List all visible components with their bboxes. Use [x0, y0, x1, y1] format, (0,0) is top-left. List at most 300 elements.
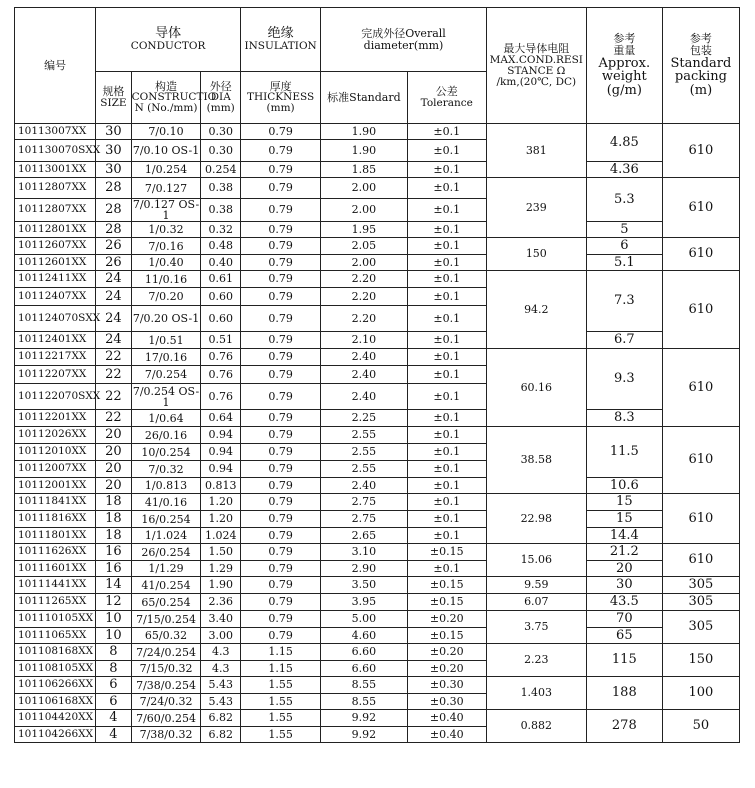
cell-construction: 1/0.32: [131, 222, 201, 238]
cell-thickness: 0.79: [241, 511, 321, 528]
cell-resistance: 6.07: [486, 594, 586, 611]
cell-tolerance: ±0.30: [407, 694, 486, 710]
cell-thickness: 0.79: [241, 288, 321, 306]
cell-code: 10112201XX: [15, 410, 96, 427]
cell-code: 10112407XX: [15, 288, 96, 306]
cell-size: 16: [96, 561, 131, 577]
cell-construction: 16/0.254: [131, 511, 201, 528]
cell-resistance: 60.16: [486, 349, 586, 427]
cell-code: 10112010XX: [15, 444, 96, 461]
cell-thickness: 0.79: [241, 561, 321, 577]
cell-code: 10111841XX: [15, 494, 96, 511]
table-row: [15, 710, 740, 727]
cell-size: 14: [96, 577, 131, 594]
cell-diameter: 3.00: [201, 628, 241, 644]
header-pack-en1: Standard: [670, 55, 732, 71]
cell-size: 16: [96, 544, 131, 561]
cell-size: 24: [96, 332, 131, 349]
cell-diameter: 0.51: [201, 332, 241, 349]
cell-code: 10112807XX: [15, 199, 96, 222]
cell-tolerance: ±0.15: [407, 628, 486, 644]
cell-diameter: 1.024: [201, 528, 241, 544]
cell-construction: 7/0.16: [131, 238, 201, 255]
cell-packing: 610: [662, 427, 739, 494]
cell-diameter: 0.94: [201, 461, 241, 478]
cell-size: 28: [96, 199, 131, 222]
cell-code: 101106266XX: [15, 677, 96, 694]
cell-diameter: 0.76: [201, 384, 241, 410]
cell-weight: 5.3: [586, 178, 662, 222]
header-tolerance: [407, 72, 486, 124]
cell-code: 10112807XX: [15, 178, 96, 199]
cell-thickness: 0.79: [241, 199, 321, 222]
header-maxres-line2: MAX.COND.RESISTANCE Ω: [489, 53, 583, 77]
cell-construction: 7/0.20 OS-1: [131, 306, 201, 332]
cell-thickness: 1.55: [241, 677, 321, 694]
cell-tolerance: ±0.15: [407, 594, 486, 611]
cell-construction: 7/15/0.254: [131, 611, 201, 628]
cell-size: 18: [96, 511, 131, 528]
cell-thickness: 0.79: [241, 306, 321, 332]
header-weight-cn2: 重量: [613, 44, 636, 58]
cell-standard: 4.60: [321, 628, 407, 644]
cell-standard: 3.10: [321, 544, 407, 561]
header-construction: [131, 72, 217, 124]
cell-packing: 100: [662, 677, 739, 710]
cell-construction: 7/0.32: [131, 461, 201, 478]
header-pack-en2: packing: [674, 69, 727, 85]
cell-size: 8: [96, 644, 131, 661]
header-maxres-line1: 最大导体电阻: [503, 42, 570, 56]
cell-construction: 7/0.20: [131, 288, 201, 306]
cell-code: 10111441XX: [15, 577, 96, 594]
header-overall-diameter: [321, 8, 487, 72]
cell-weight: 188: [586, 677, 662, 710]
cell-size: 30: [96, 140, 131, 162]
cell-tolerance: ±0.1: [407, 461, 486, 478]
cell-thickness: 0.79: [241, 611, 321, 628]
table-row: [15, 222, 740, 238]
cell-thickness: 1.15: [241, 644, 321, 661]
cell-construction: 1/0.254: [131, 162, 201, 178]
header-size-cn: 规格: [102, 85, 125, 99]
cell-standard: 2.00: [321, 178, 407, 199]
cell-size: 20: [96, 461, 131, 478]
cell-tolerance: ±0.1: [407, 222, 486, 238]
table-row: [15, 349, 740, 366]
cell-diameter: 0.60: [201, 306, 241, 332]
cell-thickness: 0.79: [241, 349, 321, 366]
header-conductor-cn: 导体: [155, 26, 182, 42]
cell-weight: 5.1: [586, 255, 662, 271]
cell-standard: 2.00: [321, 255, 407, 271]
cell-packing: 305: [662, 594, 739, 611]
cell-diameter: 0.254: [201, 162, 241, 178]
cell-standard: 8.55: [321, 677, 407, 694]
cell-diameter: 5.43: [201, 694, 241, 710]
cell-packing: 305: [662, 577, 739, 594]
cell-construction: 7/0.254 OS-1: [132, 384, 200, 409]
cell-tolerance: ±0.20: [407, 644, 486, 661]
cell-size: 4: [96, 710, 131, 727]
cell-weight: 43.5: [586, 594, 662, 611]
table-row: [15, 255, 740, 271]
header-insulation-en: INSULATION: [244, 39, 317, 52]
header-insulation-cn: 绝缘: [267, 26, 294, 42]
table-row: [15, 544, 740, 561]
cell-packing: 610: [662, 544, 739, 577]
cell-thickness: 0.79: [241, 255, 321, 271]
cell-packing: 610: [662, 494, 739, 544]
cell-weight: 5: [586, 222, 662, 238]
cell-construction: 26/0.16: [131, 427, 201, 444]
table-row: [15, 677, 740, 694]
cell-diameter: 6.82: [201, 727, 241, 743]
cell-tolerance: ±0.1: [407, 199, 486, 222]
cell-thickness: 1.55: [241, 710, 321, 727]
cell-size: 26: [96, 238, 131, 255]
header-size-en: SIZE: [100, 96, 127, 109]
cell-weight: 4.36: [586, 162, 662, 178]
cell-standard: 8.55: [321, 694, 407, 710]
cell-thickness: 0.79: [241, 577, 321, 594]
header-standard: 标准Standard: [321, 72, 407, 124]
cell-tolerance: ±0.20: [407, 611, 486, 628]
cell-diameter: 0.40: [201, 255, 241, 271]
cell-diameter: 1.29: [201, 561, 241, 577]
header-pack-cn2: 包装: [689, 44, 712, 58]
wire-spec-table: [14, 7, 740, 743]
cell-tolerance: ±0.1: [407, 494, 486, 511]
cell-thickness: 0.79: [241, 494, 321, 511]
cell-standard: 2.55: [321, 461, 407, 478]
cell-diameter: 5.43: [201, 677, 241, 694]
cell-thickness: 0.79: [241, 628, 321, 644]
table-row: [15, 162, 740, 178]
cell-resistance: 3.75: [486, 611, 586, 644]
cell-weight: 70: [586, 611, 662, 628]
cell-construction: 7/15/0.32: [131, 661, 201, 677]
header-cons-en2: N (No./mm): [134, 102, 198, 115]
header-pack-en3: (m): [689, 82, 713, 98]
header-pack-cn1: 参考: [689, 32, 712, 46]
cell-tolerance: ±0.1: [407, 384, 486, 410]
table-row: [15, 577, 740, 594]
cell-code: 10112411XX: [15, 271, 96, 288]
cell-standard: 2.55: [321, 427, 407, 444]
header-insulation: [241, 8, 321, 72]
cell-construction: 17/0.16: [131, 349, 201, 366]
cell-size: 28: [96, 222, 131, 238]
cell-thickness: 0.79: [241, 178, 321, 199]
cell-diameter: 0.38: [201, 199, 241, 222]
cell-standard: 2.40: [321, 384, 407, 410]
cell-code: 10112601XX: [15, 255, 96, 271]
cell-weight: 9.3: [586, 349, 662, 410]
cell-code: 10112001XX: [15, 478, 96, 494]
table-body: [15, 124, 740, 743]
cell-tolerance: ±0.1: [407, 255, 486, 271]
cell-size: 18: [96, 494, 131, 511]
cell-tolerance: ±0.1: [407, 332, 486, 349]
cell-code: 10111265XX: [15, 594, 96, 611]
cell-code: 10112401XX: [15, 332, 96, 349]
header-size: [96, 72, 131, 124]
cell-size: 24: [96, 288, 131, 306]
cell-packing: 150: [662, 644, 739, 677]
cell-size: 30: [96, 124, 131, 140]
cell-standard: 1.95: [321, 222, 407, 238]
header-overall-line2: diameter(mm): [363, 38, 444, 52]
cell-tolerance: ±0.1: [407, 306, 486, 332]
cell-thickness: 0.79: [241, 528, 321, 544]
cell-tolerance: ±0.1: [407, 444, 486, 461]
cell-construction: 7/0.254: [131, 366, 201, 384]
header-thick-en1: THICKNESS: [246, 91, 315, 104]
cell-diameter: 6.82: [201, 710, 241, 727]
cell-diameter: 0.813: [201, 478, 241, 494]
cell-diameter: 0.48: [201, 238, 241, 255]
cell-diameter: 0.30: [201, 140, 241, 162]
cell-construction: 1/1.29: [131, 561, 201, 577]
cell-tolerance: ±0.20: [407, 661, 486, 677]
table-row: [15, 528, 740, 544]
cell-construction: 7/0.127 OS-1: [132, 198, 200, 222]
cell-code: 10111065XX: [15, 628, 96, 644]
cell-size: 10: [96, 628, 131, 644]
cell-thickness: 0.79: [241, 410, 321, 427]
cell-size: 18: [96, 528, 131, 544]
cell-weight: 8.3: [586, 410, 662, 427]
cell-code: 10112007XX: [15, 461, 96, 478]
cell-tolerance: ±0.1: [407, 410, 486, 427]
cell-thickness: 0.79: [241, 544, 321, 561]
cell-standard: 2.75: [321, 494, 407, 511]
cell-construction: 10/0.254: [131, 444, 201, 461]
cell-resistance: 22.98: [486, 494, 586, 544]
table-row: [15, 427, 740, 444]
header-weight-en3: (g/m): [606, 82, 642, 98]
cell-resistance: 2.23: [486, 644, 586, 677]
cell-resistance: 1.403: [486, 677, 586, 710]
cell-standard: 1.85: [321, 162, 407, 178]
cell-construction: 11/0.16: [131, 271, 201, 288]
cell-code: 10111601XX: [15, 561, 96, 577]
cell-size: 20: [96, 444, 131, 461]
header-weight-en1: Approx.: [598, 55, 651, 71]
cell-tolerance: ±0.1: [407, 511, 486, 528]
cell-construction: 7/60/0.254: [131, 710, 201, 727]
cell-code: 10112207XX: [15, 366, 96, 384]
cell-weight: 115: [586, 644, 662, 677]
cell-code: 10111626XX: [15, 544, 96, 561]
cell-tolerance: ±0.40: [407, 727, 486, 743]
cell-standard: 6.60: [321, 661, 407, 677]
cell-size: 22: [96, 349, 131, 366]
cell-tolerance: ±0.1: [407, 478, 486, 494]
table-row: [15, 124, 740, 140]
cell-construction: 26/0.254: [131, 544, 201, 561]
cell-construction: 1/0.813: [131, 478, 201, 494]
cell-thickness: 1.55: [241, 694, 321, 710]
cell-tolerance: ±0.1: [407, 178, 486, 199]
cell-diameter: 3.40: [201, 611, 241, 628]
cell-code: 10112801XX: [15, 222, 96, 238]
header-packing: [662, 8, 739, 124]
cell-code: 10112026XX: [15, 427, 96, 444]
cell-construction: 7/0.127: [131, 178, 201, 199]
cell-standard: 6.60: [321, 644, 407, 661]
cell-resistance: 150: [486, 238, 586, 271]
cell-tolerance: ±0.15: [407, 544, 486, 561]
table-row: [15, 628, 740, 644]
table-row: [15, 594, 740, 611]
cell-code: 101130070SXX: [15, 140, 96, 162]
cell-tolerance: ±0.1: [407, 561, 486, 577]
cell-diameter: 0.94: [201, 444, 241, 461]
cell-diameter: 0.61: [201, 271, 241, 288]
cell-tolerance: ±0.15: [407, 577, 486, 594]
cell-thickness: 1.15: [241, 661, 321, 677]
cell-diameter: 0.64: [201, 410, 241, 427]
table-row: [15, 644, 740, 661]
header-tol-en: Tolerance: [420, 96, 473, 109]
cell-tolerance: ±0.1: [407, 288, 486, 306]
cell-tolerance: ±0.1: [407, 162, 486, 178]
cell-standard: 2.25: [321, 410, 407, 427]
header-weight-en2: weight: [601, 69, 647, 85]
cell-construction: 7/0.10: [131, 124, 201, 140]
cell-tolerance: ±0.1: [407, 271, 486, 288]
table-row: [15, 561, 740, 577]
cell-standard: 2.20: [321, 271, 407, 288]
cell-code: 101124070SXX: [15, 306, 96, 332]
cell-diameter: 1.90: [201, 577, 241, 594]
header-max-resistance: [486, 8, 586, 124]
header-no: 编号: [15, 8, 96, 124]
header-overall-line1: 完成外径Overall: [361, 26, 446, 40]
cell-thickness: 0.79: [241, 124, 321, 140]
cell-tolerance: ±0.1: [407, 528, 486, 544]
cell-standard: 3.95: [321, 594, 407, 611]
table-row: [15, 178, 740, 199]
cell-weight: 20: [586, 561, 662, 577]
cell-thickness: 0.79: [241, 461, 321, 478]
cell-size: 24: [96, 306, 131, 332]
cell-weight: 10.6: [586, 478, 662, 494]
cell-standard: 2.40: [321, 478, 407, 494]
cell-diameter: 0.60: [201, 288, 241, 306]
cell-thickness: 0.79: [241, 140, 321, 162]
cell-code: 10112217XX: [15, 349, 96, 366]
cell-resistance: 381: [486, 124, 586, 178]
cell-code: 10112607XX: [15, 238, 96, 255]
cell-standard: 9.92: [321, 710, 407, 727]
header-thick-en2: (mm): [266, 102, 295, 115]
cell-diameter: 4.3: [201, 644, 241, 661]
cell-resistance: 94.2: [486, 271, 586, 349]
cell-packing: 610: [662, 124, 739, 178]
cell-weight: 6.7: [586, 332, 662, 349]
cell-thickness: 0.79: [241, 444, 321, 461]
cell-tolerance: ±0.1: [407, 124, 486, 140]
cell-diameter: 0.76: [201, 366, 241, 384]
cell-diameter: 4.3: [201, 661, 241, 677]
cell-standard: 2.55: [321, 444, 407, 461]
cell-code: 101122070SXX: [15, 384, 96, 410]
cell-resistance: 239: [486, 178, 586, 238]
cell-resistance: 0.882: [486, 710, 586, 743]
cell-weight: 6: [586, 238, 662, 255]
cell-construction: 65/0.254: [131, 594, 201, 611]
cell-tolerance: ±0.30: [407, 677, 486, 694]
cell-size: 24: [96, 271, 131, 288]
cell-weight: 7.3: [586, 271, 662, 332]
header-conductor: [96, 8, 241, 72]
cell-thickness: 0.79: [241, 594, 321, 611]
cell-standard: 2.10: [321, 332, 407, 349]
cell-standard: 1.90: [321, 124, 407, 140]
cell-code: 101108168XX: [15, 644, 96, 661]
cell-standard: 5.00: [321, 611, 407, 628]
cell-code: 101104266XX: [15, 727, 96, 743]
cell-construction: 7/38/0.254: [131, 677, 201, 694]
cell-tolerance: ±0.1: [407, 366, 486, 384]
header-cons-cn: 构造: [155, 79, 178, 93]
cell-thickness: 0.79: [241, 271, 321, 288]
cell-thickness: 0.79: [241, 366, 321, 384]
cell-diameter: 1.50: [201, 544, 241, 561]
cell-construction: 1/1.024: [131, 528, 201, 544]
cell-weight: 30: [586, 577, 662, 594]
cell-resistance: 9.59: [486, 577, 586, 594]
cell-diameter: 0.30: [201, 124, 241, 140]
cell-standard: 2.05: [321, 238, 407, 255]
cell-size: 22: [96, 384, 131, 410]
table-row: [15, 271, 740, 288]
cell-size: 20: [96, 427, 131, 444]
table-row: [15, 478, 740, 494]
cell-thickness: 0.79: [241, 332, 321, 349]
cell-standard: 2.90: [321, 561, 407, 577]
cell-code: 101108105XX: [15, 661, 96, 677]
cell-weight: 278: [586, 710, 662, 743]
cell-size: 4: [96, 727, 131, 743]
cell-standard: 2.20: [321, 306, 407, 332]
cell-thickness: 0.79: [241, 222, 321, 238]
cell-standard: 2.00: [321, 199, 407, 222]
table-header: [15, 8, 740, 124]
cell-packing: 610: [662, 349, 739, 427]
cell-size: 30: [96, 162, 131, 178]
table-row: [15, 410, 740, 427]
cell-standard: 1.90: [321, 140, 407, 162]
table-row: [15, 238, 740, 255]
cell-thickness: 1.55: [241, 727, 321, 743]
cell-tolerance: ±0.1: [407, 349, 486, 366]
cell-resistance: 15.06: [486, 544, 586, 577]
cell-diameter: 1.20: [201, 511, 241, 528]
header-tol-cn: 公差: [435, 85, 458, 99]
cell-tolerance: ±0.1: [407, 238, 486, 255]
cell-construction: 7/24/0.32: [131, 694, 201, 710]
header-weight-cn1: 参考: [613, 32, 636, 46]
cell-code: 101104420XX: [15, 710, 96, 727]
cell-standard: 2.65: [321, 528, 407, 544]
cell-weight: 4.85: [586, 124, 662, 162]
cell-tolerance: ±0.40: [407, 710, 486, 727]
cell-packing: 610: [662, 178, 739, 238]
